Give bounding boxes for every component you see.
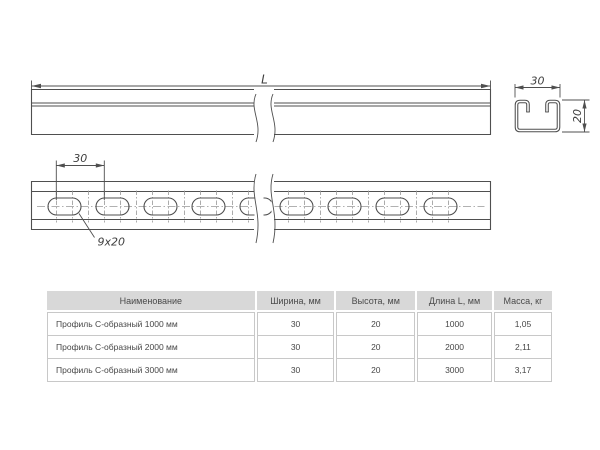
length-label: L [261,72,268,87]
slot-size-leader [79,214,125,249]
cell-width: 30 [257,358,335,382]
width-label: 30 [530,74,545,88]
dimension-width [515,75,560,98]
cell-length: 3000 [417,358,492,382]
cell-name: Профиль С-образный 2000 мм [47,335,255,359]
dimension-height [562,100,590,132]
cell-mass: 1,05 [494,312,552,336]
break-line [254,94,258,142]
cell-mass: 2,11 [494,335,552,359]
height-label: 20 [571,109,584,123]
cell-height: 20 [336,335,415,359]
cell-mass: 3,17 [494,358,552,382]
table-row [47,312,552,336]
break-line [254,174,258,243]
cell-length: 1000 [417,312,492,336]
cell-width: 30 [257,312,335,336]
spec-table [47,291,552,382]
break-line [271,94,275,142]
table-row [47,358,552,382]
side-view [32,73,491,143]
cell-height: 20 [336,358,415,382]
dimension-hole-pitch [56,152,104,200]
cross-section-view [515,75,590,133]
cell-height: 20 [336,312,415,336]
dimension-length [32,73,491,90]
cell-name: Профиль С-образный 3000 мм [47,358,255,382]
hole-size-label: 9x20 [97,235,126,249]
cell-length: 2000 [417,335,492,359]
header-cell-mass: Масса, кг [494,291,552,310]
cell-name: Профиль С-образный 1000 мм [47,312,255,336]
hole-pitch-label: 30 [73,152,88,165]
table-header-row [47,291,552,310]
header-cell-height: Высота, мм [336,291,415,310]
header-cell-length: Длина L, мм [417,291,492,310]
header-cell-name: Наименование [47,291,255,310]
table-row [47,335,552,359]
plan-view [32,152,491,249]
break-line [271,174,275,243]
header-cell-width: Ширина, мм [257,291,335,310]
cell-width: 30 [257,335,335,359]
